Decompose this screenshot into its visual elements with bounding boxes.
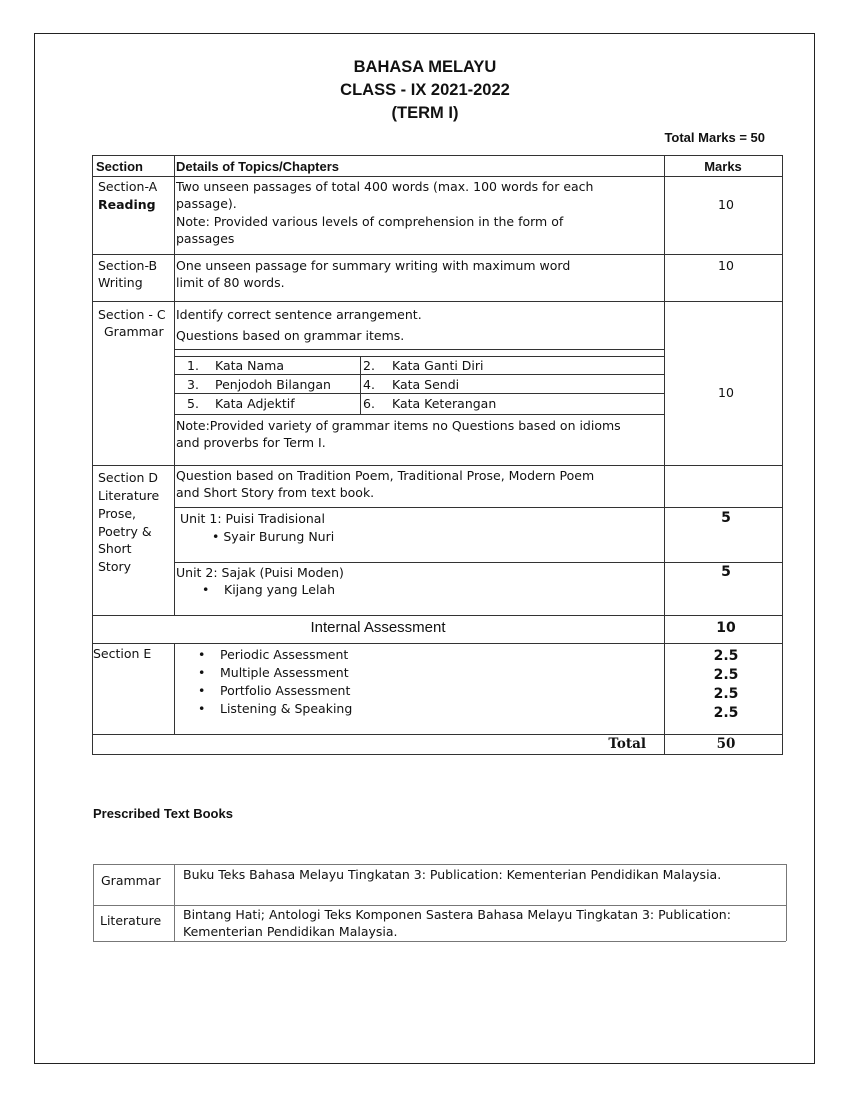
section-e-label: Section E xyxy=(93,646,152,661)
column-header-section: Section xyxy=(96,159,143,174)
section-a-marks: 10 xyxy=(718,197,734,212)
grammar-item: Kata Adjektif xyxy=(215,396,295,411)
grammar-item-num: 6. xyxy=(363,396,375,411)
textbook-grammar: Buku Teks Bahasa Melayu Tingkatan 3: Publication: Kementerian Pendidikan Malaysia. xyxy=(183,867,722,882)
term-title: (TERM I) xyxy=(391,104,459,122)
unit-2-marks: 5 xyxy=(721,564,731,580)
section-d-label: Section D xyxy=(98,470,159,485)
textbook-literature-1: Bintang Hati; Antologi Teks Komponen Sastera Bahasa Melayu Tingkatan 3: Publication: xyxy=(183,907,731,922)
unit-1-item: • Syair Burung Nuri xyxy=(212,529,335,544)
section-a-label: Section-A xyxy=(98,179,158,194)
total-marks-value: 50 xyxy=(716,736,736,752)
section-a-detail-3: Note: Provided various levels of comprehension in the form of xyxy=(176,214,564,229)
assessment-item: • Periodic Assessment xyxy=(198,646,348,663)
grammar-item-num: 5. xyxy=(187,396,199,411)
grammar-item: Kata Nama xyxy=(215,358,285,373)
subject-title: BAHASA MELAYU xyxy=(353,58,497,76)
section-b-detail-2: limit of 80 words. xyxy=(176,275,285,290)
section-d-label: Poetry & xyxy=(98,524,152,539)
section-c-note-1: Note:Provided variety of grammar items no Questions based on idioms xyxy=(176,418,621,433)
section-c-name: Grammar xyxy=(104,324,164,339)
section-d-label: Story xyxy=(98,559,132,574)
assessment-item: • Portfolio Assessment xyxy=(198,682,350,699)
textbook-literature-2: Kementerian Pendidikan Malaysia. xyxy=(183,924,398,939)
column-header-details: Details of Topics/Chapters xyxy=(176,159,340,174)
section-d-detail-1: Question based on Tradition Poem, Traditional Prose, Modern Poem xyxy=(176,468,595,483)
section-d-label: Short xyxy=(98,541,132,556)
section-c-marks: 10 xyxy=(718,385,734,400)
grammar-item: Kata Sendi xyxy=(392,377,460,392)
prescribed-title: Prescribed Text Books xyxy=(93,806,233,821)
grammar-item: Kata Ganti Diri xyxy=(392,358,484,373)
grammar-item-num: 2. xyxy=(363,358,375,373)
section-a-detail-2: passage). xyxy=(176,196,237,211)
section-c-detail-1: Identify correct sentence arrangement. xyxy=(176,307,422,322)
textbook-label-literature: Literature xyxy=(100,913,162,928)
section-d-detail-2: and Short Story from text book. xyxy=(176,485,375,500)
column-header-marks: Marks xyxy=(704,159,742,174)
section-b-marks: 10 xyxy=(718,258,734,273)
class-title: CLASS - IX 2021-2022 xyxy=(340,81,510,99)
assessment-marks: 2.5 xyxy=(713,705,739,721)
grammar-item-num: 1. xyxy=(187,358,199,373)
assessment-marks: 2.5 xyxy=(713,686,739,702)
unit-2-item: • Kijang yang Lelah xyxy=(202,581,335,598)
internal-assessment-label: Internal Assessment xyxy=(310,619,446,636)
total-marks: Total Marks = 50 xyxy=(664,130,765,145)
grammar-item-num: 3. xyxy=(187,377,199,392)
unit-2-title: Unit 2: Sajak (Puisi Moden) xyxy=(176,565,344,580)
section-d-label: Prose, xyxy=(98,506,137,521)
assessment-marks: 2.5 xyxy=(713,667,739,683)
section-b-label: Section-B xyxy=(98,258,158,273)
textbook-label-grammar: Grammar xyxy=(101,873,161,888)
section-a-detail-1: Two unseen passages of total 400 words (max. 100 words for each xyxy=(176,179,594,194)
section-b-detail-1: One unseen passage for summary writing with maximum word xyxy=(176,258,571,273)
grammar-item-num: 4. xyxy=(363,377,375,392)
grammar-item: Penjodoh Bilangan xyxy=(215,377,331,392)
assessment-item: • Listening & Speaking xyxy=(198,700,352,717)
unit-1-marks: 5 xyxy=(721,510,731,526)
assessment-item: • Multiple Assessment xyxy=(198,664,349,681)
internal-assessment-marks: 10 xyxy=(716,620,736,636)
assessment-marks: 2.5 xyxy=(713,648,739,664)
section-a-name: Reading xyxy=(98,197,156,212)
section-d-label: Literature xyxy=(98,488,160,503)
section-c-detail-2: Questions based on grammar items. xyxy=(176,328,405,343)
section-c-note-2: and proverbs for Term I. xyxy=(176,435,326,450)
unit-1-title: Unit 1: Puisi Tradisional xyxy=(180,511,325,526)
section-c-label: Section - C xyxy=(98,307,166,322)
total-label: Total xyxy=(608,736,646,752)
grammar-item: Kata Keterangan xyxy=(392,396,497,411)
section-a-detail-4: passages xyxy=(176,231,235,246)
section-b-name: Writing xyxy=(98,275,143,290)
